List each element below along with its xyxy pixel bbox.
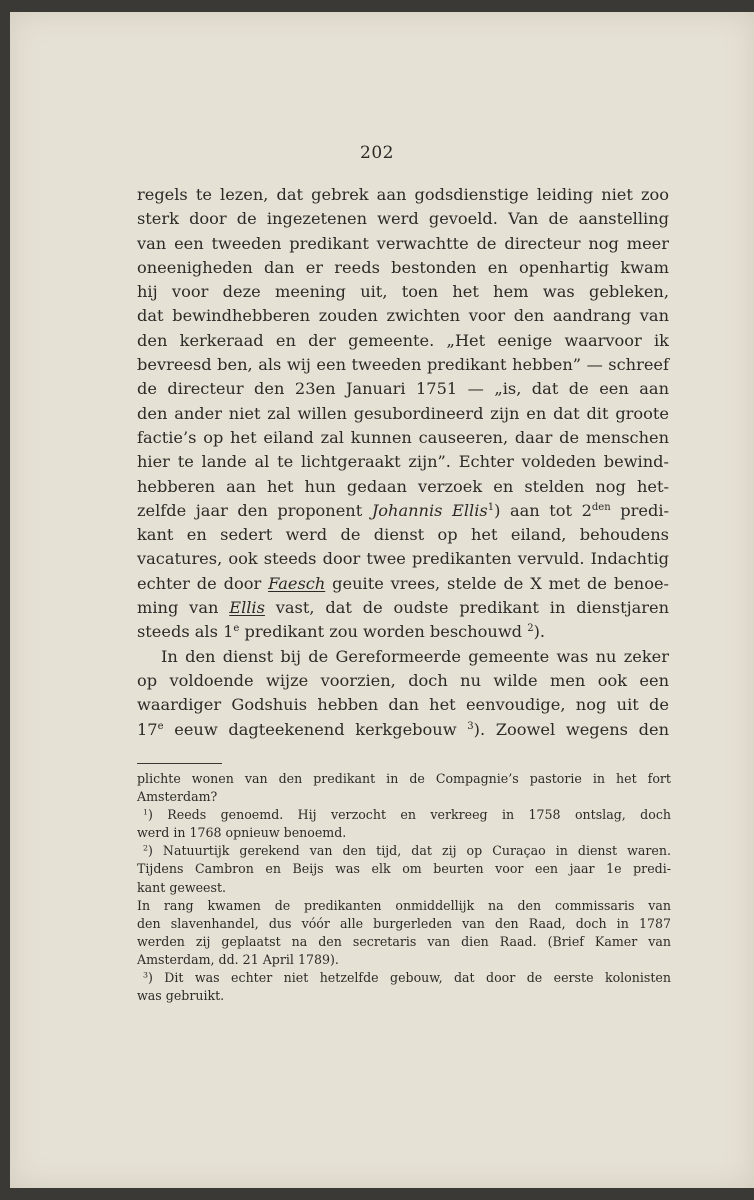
footnote-text: ) Natuurtijk gerekend van den tijd, dat zij op Curaçao in dienst waren. (147, 843, 671, 859)
text-fragment: ). (533, 622, 546, 642)
text-line: sterk door de ingezetenen werd gevoeld. Van de aanstelling (137, 209, 669, 229)
footnote-divider (137, 763, 222, 764)
text-line: In den dienst bij de Gereformeerde gemeente was nu zeker (161, 646, 669, 666)
text-line: bevreesd ben, als wij een tweeden predikant hebben” — schreef (137, 355, 669, 375)
footnote-line: Amsterdam? (137, 789, 218, 805)
text-fragment: eeuw dagteekenend kerkgebouw (163, 719, 468, 739)
text-line (137, 499, 669, 523)
footnotes (137, 770, 671, 1005)
person-name-ellis: Ellis (229, 598, 265, 618)
text-fragment: predikant zou worden beschouwd (239, 622, 528, 642)
text-line (137, 596, 669, 620)
footnote-marker: 2 (527, 623, 534, 635)
text-line: hij voor deze meening uit, toen het hem was gebleken, (137, 282, 669, 302)
text-fragment: vast, dat de oudste predikant in dienstjaren (264, 598, 670, 618)
text-line: hebberen aan het hun gedaan verzoek en stelden nog het- (137, 476, 669, 496)
text-line: regels te lezen, dat gebrek aan godsdienstige leiding niet zoo (137, 185, 669, 204)
text-fragment: echter de door (137, 573, 269, 593)
text-line: waardiger Godshuis hebben dan het eenvoudige, nog uit de (137, 695, 669, 715)
text-line: de directeur den 23en Januari 1751 — „is, dat de een aan (137, 379, 669, 399)
person-name-ellis: Johannis Ellis (371, 500, 488, 520)
text-fragment: ). Zoowel wegens den (473, 719, 670, 739)
footnote-line: was gebruikt. (137, 988, 225, 1004)
text-fragment: steeds als 1 (137, 622, 234, 642)
footnote-line: werd in 1768 opnieuw benoemd. (137, 825, 347, 841)
person-name-faesch: Faesch (268, 573, 326, 593)
footnote-line: Tijdens Cambron en Beijs was elk om beurten voor een jaar 1e predi- (137, 861, 671, 877)
text-fragment: ming van (137, 598, 230, 618)
text-line: hier te lande al te lichtgeraakt zijn”. Echter voldeden bewind- (137, 452, 669, 472)
text-line: dat bewindhebberen zouden zwichten voor den aandrang van (137, 306, 669, 326)
text-line: op voldoende wijze voorzien, doch nu wilde men ook een (137, 670, 669, 690)
text-line: kant en sedert werd de dienst op het eiland, behoudens (137, 525, 669, 545)
footnote-line: werden zij geplaatst na den secretaris van dien Raad. (Brief Kamer van (137, 933, 671, 949)
text-fragment: geuite vrees, stelde de X met de benoe- (325, 573, 669, 593)
text-fragment: zelfde jaar den proponent (137, 500, 372, 520)
footnote-marker: 3 (467, 720, 474, 732)
ordinal-suffix: e (233, 623, 240, 635)
footnote-line (137, 842, 671, 860)
footnote-number: 2 (143, 843, 148, 853)
footnote-line: Amsterdam, dd. 21 April 1789). (137, 951, 339, 967)
footnote-line (137, 806, 671, 824)
footnote-number: 1 (143, 807, 148, 817)
text-fragment: predi- (610, 500, 669, 520)
text-line: van een tweeden predikant verwachtte de directeur nog meer (137, 233, 669, 253)
footnote-marker: 1 (487, 501, 495, 513)
ordinal-suffix: den (591, 501, 611, 513)
footnote-text: ) Dit was echter niet hetzelfde gebouw, dat door de eerste kolonisten (147, 970, 671, 986)
text-line: vacatures, ook steeds door twee predikanten vervuld. Indachtig (137, 549, 669, 569)
text-fragment: 17 (137, 719, 158, 739)
footnote-line: den slavenhandel, dus vóór alle burgerleden van den Raad, doch in 1787 (137, 915, 671, 931)
footnote-text: ) Reeds genoemd. Hij verzocht en verkreeg in 1758 ontslag, doch (147, 807, 671, 823)
page-number: 202 (360, 143, 394, 163)
ordinal-suffix: e (157, 720, 164, 732)
footnote-line (137, 969, 671, 987)
text-line (137, 718, 669, 742)
footnote-number: 3 (143, 970, 148, 980)
text-line: den kerkeraad en der gemeente. „Het eenige waarvoor ik (137, 330, 669, 350)
body-text (137, 183, 669, 742)
text-line (137, 572, 669, 596)
text-line (137, 620, 669, 644)
text-line: den ander niet zal willen gesubordineerd zijn en dat dit groote (137, 403, 669, 423)
footnote-line: kant geweest. (137, 879, 227, 895)
text-line: oneenigheden dan er reeds bestonden en openhartig kwam (137, 257, 669, 277)
footnote-line: In rang kwamen de predikanten onmiddellijk na den commissaris van (137, 897, 671, 913)
text-fragment: ) aan tot 2 (494, 500, 592, 520)
text-line: factie’s op het eiland zal kunnen causeeren, daar de menschen (137, 427, 669, 447)
footnote-line: plichte wonen van den predikant in de Compagnie’s pastorie in het fort (137, 771, 671, 786)
